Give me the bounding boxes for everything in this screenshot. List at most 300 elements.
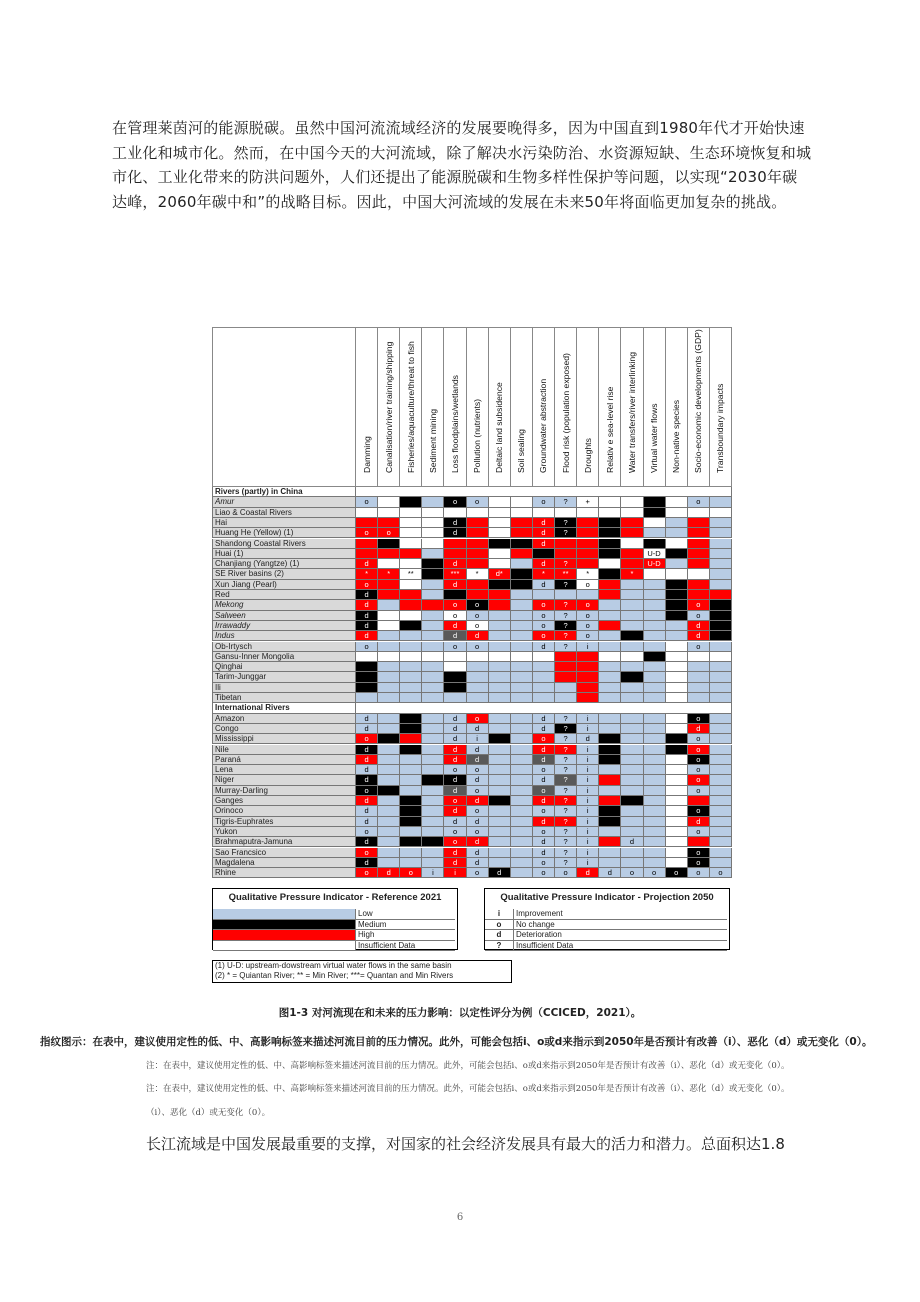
pressure-cell — [378, 796, 400, 806]
pressure-cell: * — [621, 569, 643, 579]
pressure-cell — [400, 559, 422, 569]
pressure-cell: o — [444, 600, 466, 610]
pressure-cell — [666, 672, 688, 682]
pressure-cell — [378, 827, 400, 837]
pressure-cell — [599, 508, 621, 518]
table-row — [212, 775, 732, 785]
pressure-cell — [599, 631, 621, 641]
pressure-cell — [356, 539, 378, 549]
pressure-cell — [422, 539, 444, 549]
pressure-cell: ? — [555, 817, 577, 827]
pressure-cell — [710, 817, 732, 827]
pressure-cell — [444, 652, 466, 662]
pressure-cell — [666, 642, 688, 652]
table-row — [212, 590, 732, 600]
pressure-cell — [422, 755, 444, 765]
pressure-cell: o — [444, 642, 466, 652]
pressure-cell — [666, 796, 688, 806]
pressure-cell — [511, 580, 533, 590]
pressure-cell — [422, 858, 444, 868]
pressure-cell: o — [688, 848, 710, 858]
pressure-cell — [400, 765, 422, 775]
pressure-cell — [688, 837, 710, 847]
column-header — [644, 327, 666, 487]
column-header — [467, 327, 489, 487]
pressure-cell — [489, 848, 511, 858]
pressure-cell — [577, 549, 599, 559]
pressure-cell: o — [467, 806, 489, 816]
pressure-cell — [378, 631, 400, 641]
pressure-cell — [666, 549, 688, 559]
pressure-cell — [378, 817, 400, 827]
pressure-cell — [688, 672, 710, 682]
pressure-cell — [644, 590, 666, 600]
pressure-cell: ? — [555, 518, 577, 528]
pressure-cell — [489, 714, 511, 724]
pressure-cell: d — [533, 755, 555, 765]
table-row — [212, 621, 732, 631]
river-label: Mekong — [212, 600, 356, 610]
pressure-cell: o — [533, 765, 555, 775]
pressure-cell — [422, 600, 444, 610]
pressure-cell — [511, 806, 533, 816]
pressure-cell — [422, 786, 444, 796]
column-header — [400, 327, 422, 487]
pressure-cell — [644, 600, 666, 610]
pressure-cell — [422, 518, 444, 528]
pressure-cell: o — [356, 642, 378, 652]
pressure-cell — [621, 806, 643, 816]
river-label: Indus — [212, 631, 356, 641]
river-label: Huai (1) — [212, 549, 356, 559]
pressure-cell: i — [577, 817, 599, 827]
legend-swatch — [213, 920, 355, 931]
pressure-cell — [489, 611, 511, 621]
pressure-cell: d — [356, 714, 378, 724]
pressure-cell — [489, 508, 511, 518]
pressure-cell — [644, 786, 666, 796]
legend-label: Insufficient Data — [355, 941, 455, 952]
pressure-cell — [489, 817, 511, 827]
pressure-cell — [644, 652, 666, 662]
pressure-cell — [467, 539, 489, 549]
column-header-label: Soil sealing — [516, 429, 527, 473]
pressure-cell — [666, 600, 688, 610]
pressure-cell: d — [356, 600, 378, 610]
pressure-cell — [356, 672, 378, 682]
table-row — [212, 569, 732, 579]
pressure-cell — [444, 508, 466, 518]
pressure-cell — [422, 672, 444, 682]
pressure-cell — [511, 714, 533, 724]
pressure-cell — [511, 642, 533, 652]
pressure-cell — [710, 755, 732, 765]
river-label: Yukon — [212, 827, 356, 837]
pressure-cell: d — [444, 775, 466, 785]
column-header — [599, 327, 621, 487]
table-row — [212, 631, 732, 641]
pressure-cell — [599, 642, 621, 652]
pressure-cell: d — [467, 724, 489, 734]
pressure-cell — [710, 734, 732, 744]
pressure-cell — [489, 786, 511, 796]
pressure-cell — [489, 580, 511, 590]
pressure-cell — [511, 775, 533, 785]
pressure-cell: ? — [555, 755, 577, 765]
pressure-cell — [400, 621, 422, 631]
pressure-cell — [533, 652, 555, 662]
pressure-cell: i — [444, 868, 466, 878]
pressure-cell — [621, 786, 643, 796]
pressure-cell — [599, 786, 621, 796]
river-label: Ob-Irtysch — [212, 642, 356, 652]
pressure-cell — [378, 611, 400, 621]
pressure-cell — [599, 580, 621, 590]
pressure-cell — [422, 528, 444, 538]
pressure-cell — [666, 652, 688, 662]
pressure-cell: d — [533, 796, 555, 806]
pressure-cell — [644, 806, 666, 816]
pressure-cell: ? — [555, 837, 577, 847]
pressure-cell — [511, 848, 533, 858]
pressure-cell — [621, 734, 643, 744]
pressure-cell: i — [577, 642, 599, 652]
column-header-label: Canalisation/river training/shipping — [383, 341, 394, 473]
pressure-cell — [710, 590, 732, 600]
legend-2050-item — [485, 930, 729, 941]
pressure-cell — [599, 693, 621, 703]
pressure-cell — [489, 590, 511, 600]
pressure-cell — [422, 745, 444, 755]
pressure-cell — [688, 590, 710, 600]
pressure-cell — [511, 662, 533, 672]
pressure-cell — [400, 642, 422, 652]
legend-2050 — [484, 888, 730, 950]
pressure-cell — [489, 518, 511, 528]
pressure-cell — [533, 672, 555, 682]
pressure-cell: d — [533, 837, 555, 847]
pressure-cell — [599, 848, 621, 858]
pressure-cell — [400, 672, 422, 682]
column-header-label: Groundwater abstraction — [538, 378, 549, 473]
pressure-cell: i — [577, 837, 599, 847]
pressure-cell — [378, 662, 400, 672]
pressure-cell — [400, 539, 422, 549]
pressure-cell — [489, 539, 511, 549]
pressure-cell — [422, 693, 444, 703]
pressure-cell: ? — [555, 642, 577, 652]
legend-symbol: o — [485, 920, 513, 931]
pressure-cell — [378, 539, 400, 549]
pressure-cell — [400, 518, 422, 528]
pressure-cell — [621, 745, 643, 755]
pressure-cell — [422, 796, 444, 806]
pressure-cell: d — [444, 528, 466, 538]
pressure-cell: o — [533, 827, 555, 837]
pressure-cell — [666, 848, 688, 858]
pressure-cell — [555, 549, 577, 559]
pressure-cell: o — [688, 858, 710, 868]
pressure-cell — [356, 518, 378, 528]
pressure-cell — [489, 631, 511, 641]
pressure-cell — [489, 672, 511, 682]
pressure-cell — [710, 528, 732, 538]
pressure-cell: i — [577, 786, 599, 796]
pressure-cell: U-D — [644, 549, 666, 559]
pressure-cell — [621, 621, 643, 631]
pressure-cell — [422, 837, 444, 847]
pressure-cell — [378, 858, 400, 868]
pressure-cell — [644, 569, 666, 579]
pressure-cell — [666, 827, 688, 837]
pressure-cell: d — [444, 580, 466, 590]
pressure-cell — [599, 600, 621, 610]
pressure-cell — [400, 796, 422, 806]
pressure-cell — [422, 714, 444, 724]
pressure-cell — [599, 714, 621, 724]
pressure-cell — [621, 662, 643, 672]
column-header — [422, 327, 444, 487]
pressure-cell: o — [666, 868, 688, 878]
pressure-cell — [666, 559, 688, 569]
pressure-cell — [489, 806, 511, 816]
river-label: Xun Jiang (Pearl) — [212, 580, 356, 590]
pressure-cell — [710, 549, 732, 559]
pressure-cell: d — [356, 755, 378, 765]
pressure-cell — [666, 580, 688, 590]
pressure-cell — [422, 662, 444, 672]
pressure-cell: d — [533, 775, 555, 785]
pressure-cell: i — [577, 806, 599, 816]
river-label: Paraná — [212, 755, 356, 765]
pressure-cell — [378, 672, 400, 682]
pressure-cell — [710, 559, 732, 569]
pressure-cell — [533, 549, 555, 559]
legend-2021-item — [213, 909, 457, 920]
pressure-cell: d — [467, 796, 489, 806]
pressure-cell — [688, 559, 710, 569]
river-label: Qinghai — [212, 662, 356, 672]
pressure-cell: o — [444, 497, 466, 507]
pressure-cell — [444, 590, 466, 600]
pressure-cell — [511, 786, 533, 796]
column-header-label: Droughts — [582, 438, 593, 473]
pressure-cell — [400, 806, 422, 816]
pressure-cell: o — [688, 755, 710, 765]
legend-swatch — [213, 909, 355, 920]
pressure-cell — [400, 724, 422, 734]
pressure-cell: d — [444, 714, 466, 724]
pressure-cell — [666, 631, 688, 641]
pressure-cell — [644, 662, 666, 672]
pressure-cell: o — [356, 786, 378, 796]
legend-label: No change — [513, 920, 727, 931]
pressure-cell — [688, 549, 710, 559]
pressure-cell: i — [467, 734, 489, 744]
table-row — [212, 518, 732, 528]
pressure-cell: o — [467, 714, 489, 724]
pressure-cell — [710, 672, 732, 682]
pressure-cell — [511, 827, 533, 837]
pressure-cell: d — [444, 734, 466, 744]
pressure-cell — [489, 765, 511, 775]
pressure-cell — [378, 806, 400, 816]
pressure-cell — [644, 672, 666, 682]
river-label: Orinoco — [212, 806, 356, 816]
pressure-cell: o — [444, 827, 466, 837]
column-header — [444, 327, 466, 487]
legend-symbol: ? — [485, 941, 513, 952]
pressure-cell — [511, 528, 533, 538]
pressure-cell — [577, 672, 599, 682]
pressure-cell — [467, 528, 489, 538]
column-header — [356, 327, 378, 487]
pressure-cell — [511, 817, 533, 827]
pressure-cell: o — [533, 600, 555, 610]
pressure-cell — [489, 693, 511, 703]
pressure-cell — [378, 765, 400, 775]
pressure-cell — [599, 569, 621, 579]
pressure-cell — [400, 508, 422, 518]
table-row — [212, 714, 732, 724]
pressure-cell: d — [444, 745, 466, 755]
pressure-cell — [422, 590, 444, 600]
pressure-cell — [489, 827, 511, 837]
pressure-cell — [666, 497, 688, 507]
pressure-cell — [599, 528, 621, 538]
pressure-cell — [710, 652, 732, 662]
pressure-cell — [511, 621, 533, 631]
pressure-cell — [511, 611, 533, 621]
pressure-cell: d — [489, 868, 511, 878]
river-label: Tibetan — [212, 693, 356, 703]
pressure-cell — [621, 755, 643, 765]
legend-swatch — [213, 941, 355, 952]
pressure-cell — [644, 497, 666, 507]
pressure-cell — [666, 817, 688, 827]
figure-column-headers — [212, 327, 732, 487]
pressure-cell — [710, 621, 732, 631]
table-row — [212, 734, 732, 744]
legend-2021-title: Qualitative Pressure Indicator - Reference 2021 — [228, 892, 442, 903]
pressure-cell — [599, 683, 621, 693]
header-corner — [212, 327, 356, 487]
pressure-cell — [511, 693, 533, 703]
pressure-cell — [599, 652, 621, 662]
pressure-cell: i — [577, 765, 599, 775]
pressure-cell — [378, 600, 400, 610]
pressure-cell — [666, 590, 688, 600]
pressure-cell: d — [533, 848, 555, 858]
table-row — [212, 703, 732, 713]
pressure-cell: o — [688, 786, 710, 796]
pressure-cell: i — [422, 868, 444, 878]
pressure-cell — [666, 755, 688, 765]
pressure-cell: o — [444, 765, 466, 775]
pressure-cell — [666, 693, 688, 703]
pressure-cell — [621, 817, 643, 827]
pressure-cell — [644, 775, 666, 785]
pressure-cell: * — [577, 569, 599, 579]
table-row — [212, 848, 732, 858]
pressure-cell — [444, 693, 466, 703]
pressure-cell — [644, 796, 666, 806]
pressure-cell — [400, 652, 422, 662]
river-label: Huang He (Yellow) (1) — [212, 528, 356, 538]
pressure-cell — [577, 683, 599, 693]
pressure-cell — [621, 683, 643, 693]
pressure-cell — [422, 817, 444, 827]
river-label: Irrawaddy — [212, 621, 356, 631]
river-label: Salween — [212, 611, 356, 621]
pressure-cell: + — [577, 497, 599, 507]
pressure-cell — [378, 508, 400, 518]
pressure-cell: d — [356, 796, 378, 806]
pressure-cell: i — [577, 745, 599, 755]
pressure-cell — [666, 837, 688, 847]
pressure-cell: ? — [555, 734, 577, 744]
pressure-cell: d — [533, 580, 555, 590]
pressure-cell — [621, 508, 643, 518]
bottom-paragraph: 长江流域是中国发展最重要的支撑，对国家的社会经济发展具有最大的活力和潜力。总面积达1.8 — [146, 1135, 785, 1153]
pressure-cell — [511, 765, 533, 775]
table-row — [212, 487, 732, 497]
pressure-cell — [577, 590, 599, 600]
pressure-cell — [644, 611, 666, 621]
pressure-cell — [666, 662, 688, 672]
pressure-cell: o — [467, 786, 489, 796]
pressure-cell — [356, 508, 378, 518]
pressure-cell — [467, 508, 489, 518]
pressure-cell — [599, 621, 621, 631]
pressure-cell — [621, 497, 643, 507]
pressure-cell — [422, 580, 444, 590]
pressure-cell: d — [444, 858, 466, 868]
legend-symbol: d — [485, 930, 513, 941]
pressure-cell — [621, 858, 643, 868]
pressure-cell — [688, 693, 710, 703]
pressure-cell: o — [533, 611, 555, 621]
pressure-cell — [666, 621, 688, 631]
pressure-cell — [511, 672, 533, 682]
pressure-cell — [599, 745, 621, 755]
column-header — [577, 327, 599, 487]
river-label: Sao Francsico — [212, 848, 356, 858]
pressure-cell — [599, 662, 621, 672]
table-row — [212, 508, 732, 518]
pressure-cell — [511, 508, 533, 518]
pressure-cell: i — [577, 827, 599, 837]
pressure-cell: o — [621, 868, 643, 878]
pressure-cell — [400, 786, 422, 796]
pressure-cell — [422, 734, 444, 744]
river-label: Shandong Coastal Rivers — [212, 539, 356, 549]
column-header-label: Fisheries/aquaculture/threat to fish — [405, 341, 416, 473]
pressure-cell — [489, 662, 511, 672]
intro-paragraph: 在管理莱茵河的能源脱碳。虽然中国河流流域经济的发展要晚得多，因为中国直到1980年代才开始快速工业化和城市化。然而，在中国今天的大河流域，除了解决水污染防治、水资源短缺、生态环境恢复和城市化、工业化带来的防洪问题外，人们还提出了能源脱碳和生物多样性保护等问题，以实现“2030年碳达峰，2060年碳中和”的战略目标。因此，中国大河流域的发展在未来50年将面临更加复杂的挑战。 — [112, 119, 812, 211]
pressure-cell — [710, 600, 732, 610]
table-row — [212, 559, 732, 569]
pressure-cell: i — [577, 796, 599, 806]
column-header-label: Socio-economic developments (GDP) — [693, 329, 704, 473]
pressure-cell: o — [356, 827, 378, 837]
pressure-cell — [400, 528, 422, 538]
river-label: Red — [212, 590, 356, 600]
pressure-cell — [710, 724, 732, 734]
legend-label: Deterioration — [513, 930, 727, 941]
legend-swatch — [213, 930, 355, 941]
pressure-cell — [400, 827, 422, 837]
